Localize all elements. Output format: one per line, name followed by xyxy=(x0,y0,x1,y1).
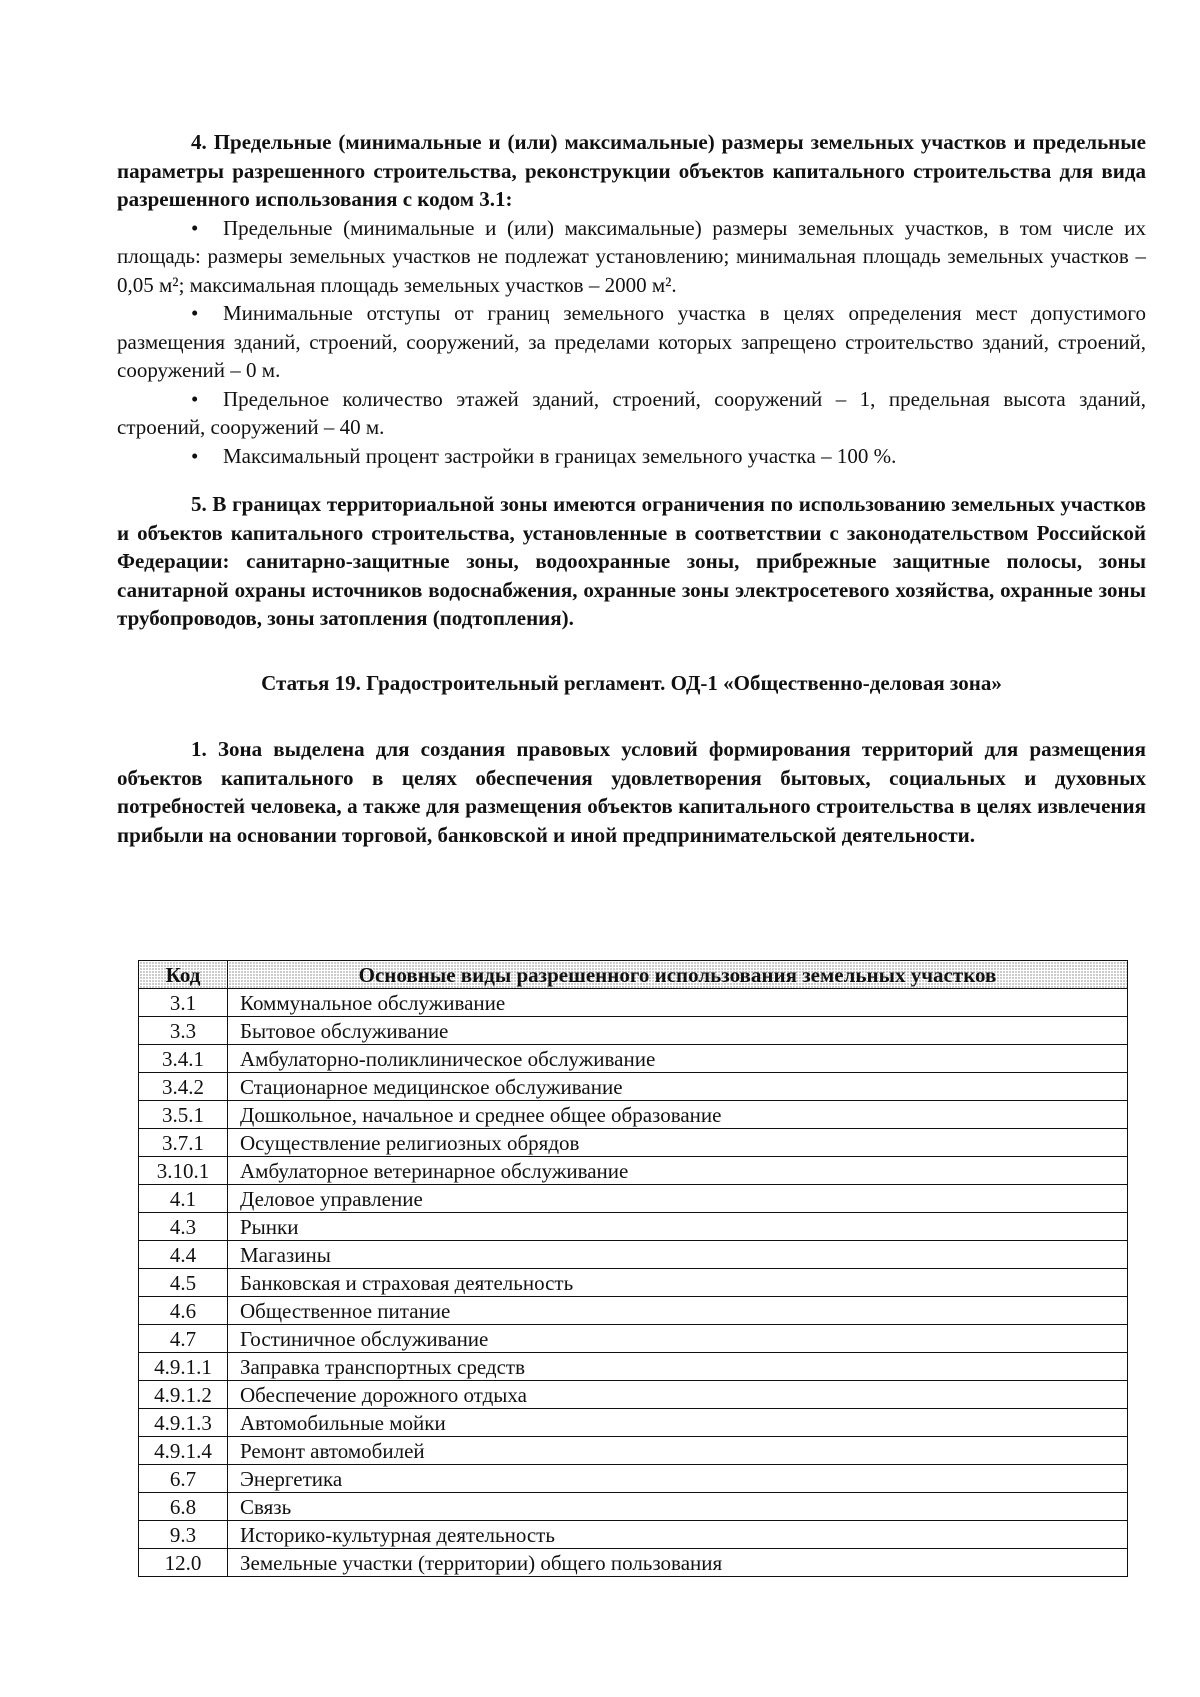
table-row xyxy=(139,1101,1128,1129)
section4-heading: 4. Предельные (минимальные и (или) максимальные) размеры земельных участков и предельные параметры разрешенного строительства, реконструкции объектов капитального строительства для вида разрешенного использования с кодом 3.1: xyxy=(117,130,1146,211)
use-type-cell: Банковская и страховая деятельность xyxy=(228,1269,1128,1297)
header-use-type: Основные виды разрешенного использования земельных участков xyxy=(228,961,1128,989)
article-title: Статья 19. Градостроительный регламент. ОД-1 «Общественно-деловая зона» xyxy=(261,670,1002,695)
use-type-cell: Обеспечение дорожного отдыха xyxy=(228,1381,1128,1409)
document-page xyxy=(117,128,1146,849)
use-type-cell: Земельные участки (территории) общего пользования xyxy=(228,1549,1128,1577)
code-cell: 4.6 xyxy=(139,1297,228,1325)
use-type-cell: Амбулаторное ветеринарное обслуживание xyxy=(228,1157,1128,1185)
table-row xyxy=(139,1521,1128,1549)
table-row xyxy=(139,1213,1128,1241)
table-row xyxy=(139,1157,1128,1185)
use-type-cell: Магазины xyxy=(228,1241,1128,1269)
code-cell: 4.5 xyxy=(139,1269,228,1297)
land-use-table xyxy=(138,960,1128,1577)
table-row xyxy=(139,1017,1128,1045)
use-type-cell: Стационарное медицинское обслуживание xyxy=(228,1073,1128,1101)
code-cell: 3.1 xyxy=(139,989,228,1017)
article-paragraph-1: 1. Зона выделена для создания правовых условий формирования территорий для размещения объектов капитального в целях обеспечения удовлетворения бытовых, социальных и духовных потребностей человека, а также для размещения объектов капитального строительства в целях извлечения прибыли на основании торговой, банковской и иной предпринимательской деятельности. xyxy=(117,737,1146,847)
section4-bullet-list xyxy=(117,214,1146,471)
bullet-item: • Предельное количество этажей зданий, строений, сооружений – 1, предельная высота зданий, строений, сооружений – 40 м. xyxy=(117,386,1146,439)
table-row xyxy=(139,1045,1128,1073)
code-cell: 3.3 xyxy=(139,1017,228,1045)
bullet-item: • Минимальные отступы от границ земельного участка в целях определения мест допустимого размещения зданий, строений, сооружений, за пределами которых запрещено строительство зданий, строений, сооружений – 0 м. xyxy=(117,301,1146,382)
code-cell: 4.9.1.1 xyxy=(139,1353,228,1381)
table-row xyxy=(139,1353,1128,1381)
table-row xyxy=(139,1297,1128,1325)
use-type-cell: Автомобильные мойки xyxy=(228,1409,1128,1437)
header-code: Код xyxy=(139,961,228,989)
table-header-row xyxy=(139,961,1128,989)
table-row xyxy=(139,1241,1128,1269)
bullet-item: • Максимальный процент застройки в границах земельного участка – 100 %. xyxy=(117,442,1146,471)
table-row xyxy=(139,1493,1128,1521)
table-row xyxy=(139,1465,1128,1493)
use-type-cell: Историко-культурная деятельность xyxy=(228,1521,1128,1549)
use-type-cell: Бытовое обслуживание xyxy=(228,1017,1128,1045)
code-cell: 3.4.2 xyxy=(139,1073,228,1101)
use-type-cell: Амбулаторно-поликлиническое обслуживание xyxy=(228,1045,1128,1073)
code-cell: 4.9.1.2 xyxy=(139,1381,228,1409)
code-cell: 6.8 xyxy=(139,1493,228,1521)
code-cell: 4.7 xyxy=(139,1325,228,1353)
code-cell: 3.5.1 xyxy=(139,1101,228,1129)
table-row xyxy=(139,1409,1128,1437)
code-cell: 3.10.1 xyxy=(139,1157,228,1185)
code-cell: 9.3 xyxy=(139,1521,228,1549)
code-cell: 4.9.1.3 xyxy=(139,1409,228,1437)
code-cell: 12.0 xyxy=(139,1549,228,1577)
use-type-cell: Деловое управление xyxy=(228,1185,1128,1213)
table-row xyxy=(139,1549,1128,1577)
bullet-icon: • xyxy=(191,215,199,240)
table-row xyxy=(139,1381,1128,1409)
table-row xyxy=(139,989,1128,1017)
use-type-cell: Рынки xyxy=(228,1213,1128,1241)
use-type-cell: Ремонт автомобилей xyxy=(228,1437,1128,1465)
code-cell: 3.7.1 xyxy=(139,1129,228,1157)
table-row xyxy=(139,1325,1128,1353)
code-cell: 4.3 xyxy=(139,1213,228,1241)
use-type-cell: Осуществление религиозных обрядов xyxy=(228,1129,1128,1157)
bullet-icon: • xyxy=(191,386,199,411)
use-type-cell: Дошкольное, начальное и среднее общее образование xyxy=(228,1101,1128,1129)
table-row xyxy=(139,1437,1128,1465)
code-cell: 6.7 xyxy=(139,1465,228,1493)
table-row xyxy=(139,1073,1128,1101)
use-type-cell: Коммунальное обслуживание xyxy=(228,989,1128,1017)
use-type-cell: Заправка транспортных средств xyxy=(228,1353,1128,1381)
use-type-cell: Общественное питание xyxy=(228,1297,1128,1325)
code-cell: 4.4 xyxy=(139,1241,228,1269)
table-body xyxy=(139,989,1128,1577)
bullet-item: • Предельные (минимальные и (или) максимальные) размеры земельных участков, в том числе их площадь: размеры земельных участков не подлежат установлению; минимальная площадь земельных участков – 0,05 м²; максимальная площадь земельных участков – 2000 м². xyxy=(117,215,1146,297)
use-type-cell: Гостиничное обслуживание xyxy=(228,1325,1128,1353)
use-type-cell: Связь xyxy=(228,1493,1128,1521)
bullet-icon: • xyxy=(191,443,199,468)
code-cell: 4.1 xyxy=(139,1185,228,1213)
section5-text: 5. В границах территориальной зоны имеются ограничения по использованию земельных участков и объектов капитального строительства, установленные в соответствии с законодательством Российской Федерации: санитарно-защитные зоны, водоохранные зоны, прибрежные защитные полосы, зоны санитарной охраны источников водоснабжения, охранные зоны электросетевого хозяйства, охранные зоны трубопроводов, зоны затопления (подтопления). xyxy=(117,492,1146,630)
code-cell: 3.4.1 xyxy=(139,1045,228,1073)
table-row xyxy=(139,1269,1128,1297)
table-row xyxy=(139,1129,1128,1157)
code-cell: 4.9.1.4 xyxy=(139,1437,228,1465)
bullet-icon: • xyxy=(191,301,199,325)
use-type-cell: Энергетика xyxy=(228,1465,1128,1493)
table-row xyxy=(139,1185,1128,1213)
